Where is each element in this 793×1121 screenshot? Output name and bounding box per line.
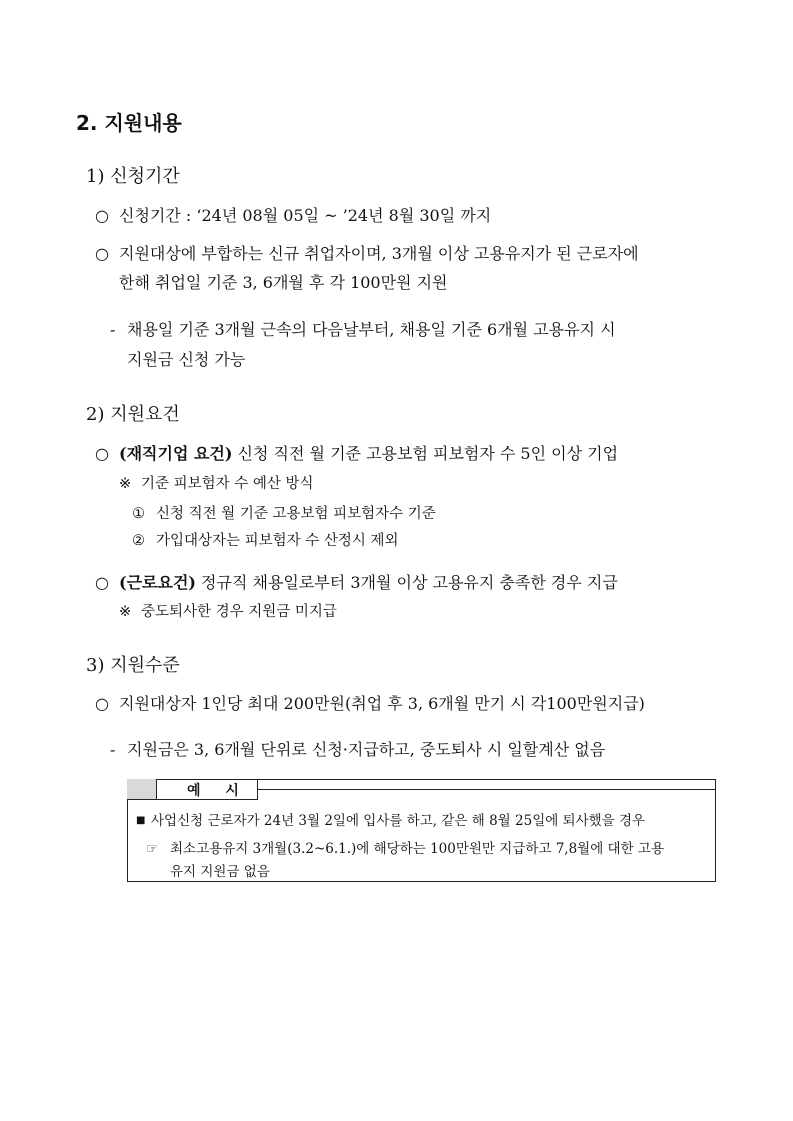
criteria-item-1 (132, 502, 436, 523)
example-header-rule (258, 789, 716, 790)
circle-bullet-icon: ○ (95, 244, 109, 263)
subsection-heading-period: 1) 신청기간 (86, 166, 180, 187)
reference-note-1-text: 기준 피보험자 수 예산 방식 (141, 476, 314, 492)
payment-note (110, 737, 605, 760)
support-amount-text: 지원대상자 1인당 최대 200만원(취업 후 3, 6개월 만기 시 각100만원지급) (119, 694, 645, 713)
reference-note-2-text: 중도퇴사한 경우 지원금 미지급 (141, 604, 337, 620)
reference-mark-icon: ※ (119, 604, 132, 620)
pointing-hand-icon: ☞ (146, 841, 159, 857)
company-requirement-text: 신청 직전 월 기준 고용보험 피보험자 수 5인 이상 기업 (232, 444, 619, 463)
payment-note-text: 지원금은 3, 6개월 단위로 신청·지급하고, 중도퇴사 시 일할계산 없음 (127, 740, 606, 759)
circled-one-icon: ① (132, 506, 145, 522)
company-requirement (95, 441, 618, 464)
eligibility-item (95, 241, 639, 264)
example-case-text: 사업신청 근로자가 24년 3월 2일에 입사를 하고, 같은 해 8월 25일에 퇴사했을 경우 (151, 813, 646, 829)
application-note-text: 채용일 기준 3개월 근속의 다음날부터, 채용일 기준 6개월 고용유지 시 (127, 320, 616, 339)
circle-bullet-icon: ○ (95, 573, 109, 592)
criteria-item-1-text: 신청 직전 월 기준 고용보험 피보험자수 기준 (156, 506, 436, 522)
square-bullet-icon: ■ (136, 815, 146, 826)
example-result (146, 837, 664, 857)
eligibility-text: 지원대상에 부합하는 신규 취업자이며, 3개월 이상 고용유지가 된 근로자에 (119, 244, 639, 263)
work-requirement-label: (근로요건) (119, 573, 196, 592)
reference-mark-icon: ※ (119, 476, 132, 492)
subsection-heading-level: 3) 지원수준 (86, 655, 180, 676)
application-note (110, 317, 616, 340)
circle-bullet-icon: ○ (95, 444, 109, 463)
reference-note-1 (119, 472, 314, 493)
support-amount (95, 691, 645, 714)
subsection-heading-requirements: 2) 지원요건 (86, 404, 180, 425)
example-tab-marker (127, 779, 157, 800)
work-requirement (95, 570, 618, 593)
example-result-cont: 유지 지원금 없음 (170, 864, 270, 880)
criteria-item-2-text: 가입대상자는 피보험자 수 산정시 제외 (156, 533, 399, 549)
application-note-cont: 지원금 신청 가능 (127, 350, 246, 369)
example-result-text: 최소고용유지 3개월(3.2~6.1.)에 해당하는 100만원만 지급하고 7,8월에 대한 고용 (170, 841, 665, 857)
reference-note-2 (119, 600, 337, 621)
dash-bullet-icon: - (110, 740, 116, 759)
eligibility-text-cont: 한해 취업일 기준 3, 6개월 후 각 100만원 지원 (119, 273, 448, 292)
work-requirement-text: 정규직 채용일로부터 3개월 이상 고용유지 충족한 경우 지급 (195, 573, 618, 592)
company-requirement-label: (재직기업 요건) (119, 444, 233, 463)
dash-bullet-icon: - (110, 320, 116, 339)
period-text: 신청기간 : ‘24년 08월 05일 ~ ’24년 8월 30일 까지 (119, 206, 492, 225)
criteria-item-2 (132, 529, 399, 550)
circled-two-icon: ② (132, 533, 145, 549)
circle-bullet-icon: ○ (95, 206, 109, 225)
period-item (95, 203, 491, 226)
circle-bullet-icon: ○ (95, 694, 109, 713)
section-title: 2. 지원내용 (76, 111, 182, 135)
example-case (136, 809, 645, 829)
example-label: 예 시 (187, 783, 249, 799)
